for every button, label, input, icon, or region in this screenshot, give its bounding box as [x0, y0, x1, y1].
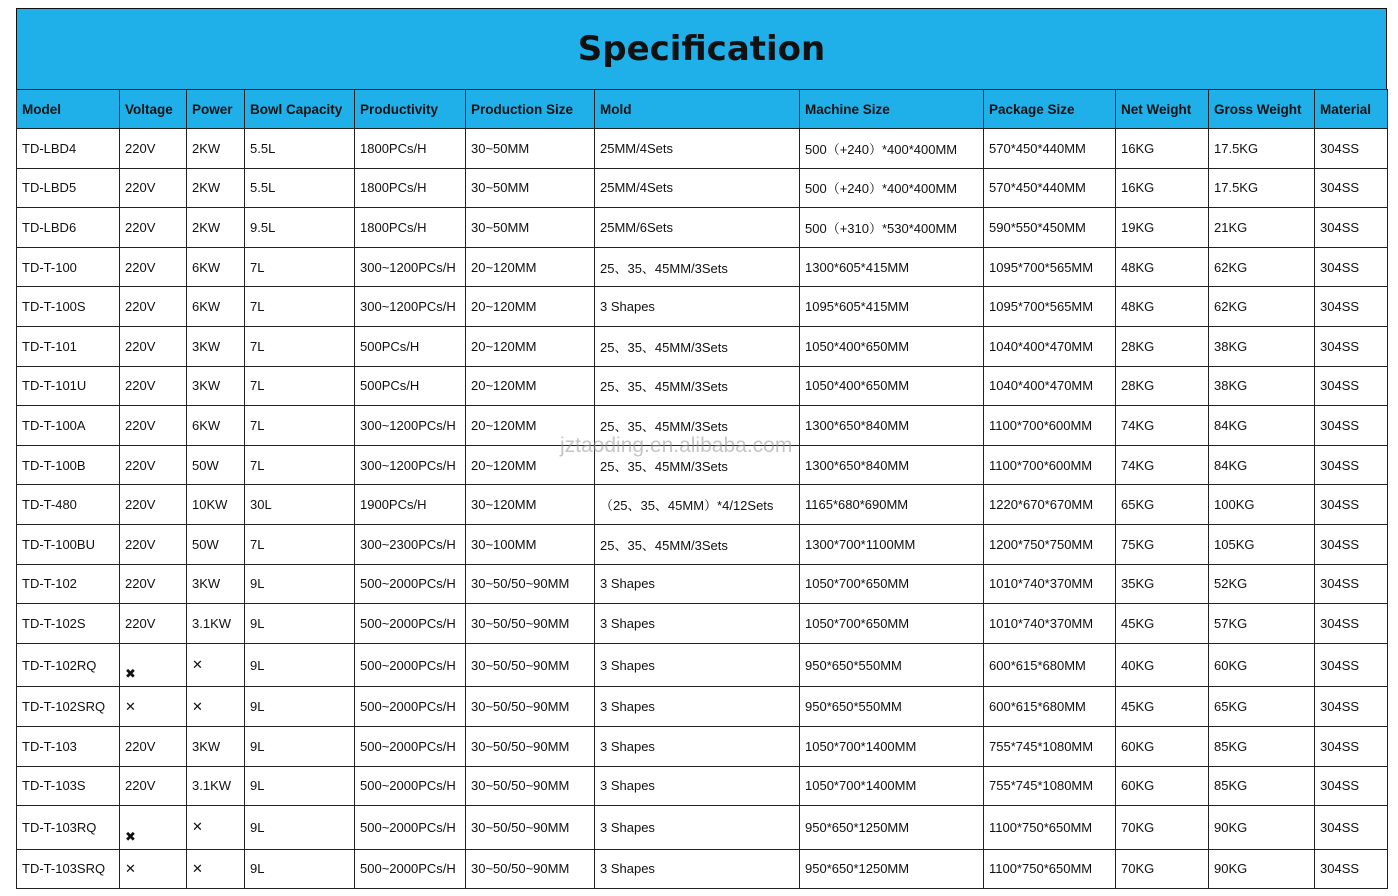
- table-cell: 304SS: [1315, 247, 1388, 287]
- table-cell: 7L: [245, 247, 355, 287]
- table-cell: 304SS: [1315, 366, 1388, 406]
- table-cell: 220V: [120, 604, 187, 644]
- table-cell: 85KG: [1209, 766, 1315, 806]
- table-cell: 304SS: [1315, 445, 1388, 485]
- table-cell: 220V: [120, 247, 187, 287]
- table-cell: 300~1200PCs/H: [355, 287, 466, 327]
- table-cell: TD-T-100: [17, 247, 120, 287]
- table-cell: TD-T-102SRQ: [17, 687, 120, 727]
- table-cell: 1200*750*750MM: [984, 524, 1116, 564]
- table-cell: 1010*740*370MM: [984, 604, 1116, 644]
- table-cell: 1010*740*370MM: [984, 564, 1116, 604]
- table-cell: 304SS: [1315, 643, 1388, 687]
- table-cell: TD-T-103SRQ: [17, 849, 120, 889]
- table-cell: 65KG: [1209, 687, 1315, 727]
- table-cell: TD-T-102: [17, 564, 120, 604]
- table-cell: 590*550*450MM: [984, 208, 1116, 248]
- table-cell: 1300*605*415MM: [800, 247, 984, 287]
- table-cell: TD-LBD4: [17, 129, 120, 169]
- table-cell: 70KG: [1116, 806, 1209, 850]
- table-cell: 45KG: [1116, 687, 1209, 727]
- table-cell: TD-T-102S: [17, 604, 120, 644]
- table-cell: 38KG: [1209, 326, 1315, 366]
- table-cell: 35KG: [1116, 564, 1209, 604]
- table-cell: 25MM/4Sets: [595, 129, 800, 169]
- table-cell: 500~2000PCs/H: [355, 806, 466, 850]
- table-cell: 7L: [245, 326, 355, 366]
- table-cell: 100KG: [1209, 485, 1315, 525]
- table-cell: 10KW: [187, 485, 245, 525]
- table-cell: 950*650*550MM: [800, 687, 984, 727]
- column-header: Package Size: [984, 90, 1116, 129]
- table-cell: 21KG: [1209, 208, 1315, 248]
- table-cell: 1300*650*840MM: [800, 445, 984, 485]
- table-cell: 220V: [120, 766, 187, 806]
- table-cell: 304SS: [1315, 726, 1388, 766]
- table-cell: 30~50/50~90MM: [466, 726, 595, 766]
- table-cell: 9L: [245, 849, 355, 889]
- table-cell: 1800PCs/H: [355, 129, 466, 169]
- table-cell: 84KG: [1209, 406, 1315, 446]
- table-cell: 3 Shapes: [595, 766, 800, 806]
- table-cell: 50W: [187, 445, 245, 485]
- table-cell: 1050*400*650MM: [800, 366, 984, 406]
- spec-table: [16, 89, 1388, 889]
- column-header: Machine Size: [800, 90, 984, 129]
- table-cell: 74KG: [1116, 445, 1209, 485]
- table-cell: 500PCs/H: [355, 366, 466, 406]
- table-cell: 220V: [120, 406, 187, 446]
- table-cell: TD-T-101U: [17, 366, 120, 406]
- table-cell: 1100*750*650MM: [984, 806, 1116, 850]
- table-cell: 1095*605*415MM: [800, 287, 984, 327]
- column-header: Mold: [595, 90, 800, 129]
- table-cell: 600*615*680MM: [984, 643, 1116, 687]
- table-row: [17, 564, 1388, 604]
- table-row: [17, 485, 1388, 525]
- table-cell: 20~120MM: [466, 287, 595, 327]
- column-header: Net Weight: [1116, 90, 1209, 129]
- table-cell: 60KG: [1116, 726, 1209, 766]
- table-cell: 220V: [120, 129, 187, 169]
- table-cell: 9L: [245, 806, 355, 850]
- table-cell: 16KG: [1116, 168, 1209, 208]
- table-cell: 9L: [245, 687, 355, 727]
- table-row: [17, 524, 1388, 564]
- table-row: [17, 766, 1388, 806]
- table-cell: TD-T-102RQ: [17, 643, 120, 687]
- table-cell: 3 Shapes: [595, 806, 800, 850]
- table-cell: 500~2000PCs/H: [355, 687, 466, 727]
- table-cell: 30~50/50~90MM: [466, 766, 595, 806]
- table-cell: TD-LBD6: [17, 208, 120, 248]
- table-cell: 38KG: [1209, 366, 1315, 406]
- table-cell: 25、35、45MM/3Sets: [595, 366, 800, 406]
- table-row: [17, 726, 1388, 766]
- table-cell: 500~2000PCs/H: [355, 849, 466, 889]
- table-row: [17, 366, 1388, 406]
- column-header: Voltage: [120, 90, 187, 129]
- table-cell: 3 Shapes: [595, 643, 800, 687]
- table-cell: ✕: [120, 687, 187, 727]
- table-cell: 950*650*1250MM: [800, 849, 984, 889]
- table-cell: 20~120MM: [466, 247, 595, 287]
- table-cell: TD-T-103RQ: [17, 806, 120, 850]
- table-cell: 500（+240）*400*400MM: [800, 168, 984, 208]
- table-row: [17, 643, 1388, 687]
- table-cell: 304SS: [1315, 604, 1388, 644]
- column-header: Production Size: [466, 90, 595, 129]
- table-cell: 1100*750*650MM: [984, 849, 1116, 889]
- table-cell: 74KG: [1116, 406, 1209, 446]
- table-cell: 20~120MM: [466, 406, 595, 446]
- table-cell: 304SS: [1315, 326, 1388, 366]
- table-cell: TD-T-100BU: [17, 524, 120, 564]
- table-cell: 304SS: [1315, 524, 1388, 564]
- table-cell: ✕: [187, 643, 245, 687]
- table-cell: 30~50/50~90MM: [466, 643, 595, 687]
- table-cell: 304SS: [1315, 129, 1388, 169]
- table-cell: TD-T-100B: [17, 445, 120, 485]
- table-cell: 25、35、45MM/3Sets: [595, 445, 800, 485]
- table-cell: 3.1KW: [187, 604, 245, 644]
- table-row: [17, 406, 1388, 446]
- table-row: [17, 287, 1388, 327]
- table-cell: 600*615*680MM: [984, 687, 1116, 727]
- table-cell: 30~50/50~90MM: [466, 687, 595, 727]
- table-cell: 25MM/6Sets: [595, 208, 800, 248]
- table-cell: 1095*700*565MM: [984, 247, 1116, 287]
- table-cell: 30~50MM: [466, 168, 595, 208]
- table-cell: 84KG: [1209, 445, 1315, 485]
- table-cell: 3KW: [187, 366, 245, 406]
- table-cell: 500~2000PCs/H: [355, 643, 466, 687]
- table-row: [17, 849, 1388, 889]
- table-cell: 500PCs/H: [355, 326, 466, 366]
- table-cell: 220V: [120, 726, 187, 766]
- table-cell: 9L: [245, 726, 355, 766]
- table-cell: 19KG: [1116, 208, 1209, 248]
- table-cell: 220V: [120, 485, 187, 525]
- table-cell: 300~2300PCs/H: [355, 524, 466, 564]
- table-cell: 62KG: [1209, 287, 1315, 327]
- table-cell: 1165*680*690MM: [800, 485, 984, 525]
- table-cell: 7L: [245, 366, 355, 406]
- table-cell: 16KG: [1116, 129, 1209, 169]
- table-cell: 30~50/50~90MM: [466, 806, 595, 850]
- table-cell: 220V: [120, 287, 187, 327]
- table-cell: ✕: [120, 849, 187, 889]
- table-cell: 3 Shapes: [595, 687, 800, 727]
- table-cell: 25、35、45MM/3Sets: [595, 247, 800, 287]
- table-cell: 9.5L: [245, 208, 355, 248]
- table-cell: 62KG: [1209, 247, 1315, 287]
- table-cell: 75KG: [1116, 524, 1209, 564]
- table-cell: 7L: [245, 406, 355, 446]
- table-cell: 1095*700*565MM: [984, 287, 1116, 327]
- table-cell: 950*650*550MM: [800, 643, 984, 687]
- table-cell: 85KG: [1209, 726, 1315, 766]
- table-row: [17, 129, 1388, 169]
- table-cell: 1100*700*600MM: [984, 406, 1116, 446]
- table-cell: 500（+240）*400*400MM: [800, 129, 984, 169]
- table-cell: 30~50MM: [466, 208, 595, 248]
- table-cell: 755*745*1080MM: [984, 726, 1116, 766]
- table-cell: 304SS: [1315, 168, 1388, 208]
- table-cell: 40KG: [1116, 643, 1209, 687]
- table-cell: 5.5L: [245, 168, 355, 208]
- table-cell: 570*450*440MM: [984, 129, 1116, 169]
- table-cell: 70KG: [1116, 849, 1209, 889]
- table-cell: 304SS: [1315, 208, 1388, 248]
- table-cell: 1050*700*1400MM: [800, 766, 984, 806]
- table-cell: 304SS: [1315, 766, 1388, 806]
- table-cell: 570*450*440MM: [984, 168, 1116, 208]
- table-cell: 1050*700*650MM: [800, 564, 984, 604]
- table-cell: 60KG: [1116, 766, 1209, 806]
- table-cell: 500~2000PCs/H: [355, 766, 466, 806]
- table-cell: 304SS: [1315, 849, 1388, 889]
- table-cell: 9L: [245, 604, 355, 644]
- table-cell: ✖: [120, 806, 187, 850]
- column-header: Gross Weight: [1209, 90, 1315, 129]
- table-cell: TD-T-103: [17, 726, 120, 766]
- table-cell: 7L: [245, 287, 355, 327]
- table-cell: 3 Shapes: [595, 726, 800, 766]
- table-cell: 28KG: [1116, 326, 1209, 366]
- table-cell: 30~50MM: [466, 129, 595, 169]
- table-cell: 304SS: [1315, 564, 1388, 604]
- table-cell: 500~2000PCs/H: [355, 726, 466, 766]
- table-cell: 30~100MM: [466, 524, 595, 564]
- page-title: Specification: [577, 29, 826, 69]
- table-cell: 1100*700*600MM: [984, 445, 1116, 485]
- table-cell: 220V: [120, 564, 187, 604]
- table-row: [17, 168, 1388, 208]
- table-cell: 30~120MM: [466, 485, 595, 525]
- table-cell: 25、35、45MM/3Sets: [595, 406, 800, 446]
- table-body: [17, 129, 1388, 889]
- table-cell: 220V: [120, 366, 187, 406]
- watermark: jztaoding.en.alibaba.com: [560, 434, 793, 457]
- table-row: [17, 806, 1388, 850]
- table-cell: 220V: [120, 326, 187, 366]
- table-cell: 52KG: [1209, 564, 1315, 604]
- table-cell: 30L: [245, 485, 355, 525]
- table-cell: 300~1200PCs/H: [355, 406, 466, 446]
- table-cell: 1900PCs/H: [355, 485, 466, 525]
- column-header: Material: [1315, 90, 1388, 129]
- table-cell: 300~1200PCs/H: [355, 247, 466, 287]
- table-cell: 48KG: [1116, 287, 1209, 327]
- table-cell: 20~120MM: [466, 326, 595, 366]
- title-band: [16, 8, 1387, 89]
- table-cell: 25、35、45MM/3Sets: [595, 326, 800, 366]
- table-row: [17, 326, 1388, 366]
- column-header: Power: [187, 90, 245, 129]
- table-cell: 1040*400*470MM: [984, 326, 1116, 366]
- table-cell: 500~2000PCs/H: [355, 604, 466, 644]
- table-cell: 220V: [120, 168, 187, 208]
- column-header: Model: [17, 90, 120, 129]
- table-cell: 30~50/50~90MM: [466, 849, 595, 889]
- table-cell: 57KG: [1209, 604, 1315, 644]
- table-cell: 17.5KG: [1209, 168, 1315, 208]
- table-cell: 1300*650*840MM: [800, 406, 984, 446]
- table-cell: 304SS: [1315, 806, 1388, 850]
- table-cell: 1050*700*1400MM: [800, 726, 984, 766]
- table-cell: ✕: [187, 687, 245, 727]
- table-cell: 9L: [245, 766, 355, 806]
- table-cell: TD-T-103S: [17, 766, 120, 806]
- table-cell: 1800PCs/H: [355, 168, 466, 208]
- table-cell: 6KW: [187, 247, 245, 287]
- table-cell: 304SS: [1315, 485, 1388, 525]
- table-cell: 9L: [245, 643, 355, 687]
- table-cell: 90KG: [1209, 849, 1315, 889]
- table-cell: 304SS: [1315, 687, 1388, 727]
- table-cell: 65KG: [1116, 485, 1209, 525]
- table-cell: （25、35、45MM）*4/12Sets: [595, 485, 800, 525]
- table-cell: 17.5KG: [1209, 129, 1315, 169]
- table-cell: 6KW: [187, 287, 245, 327]
- table-cell: 30~50/50~90MM: [466, 604, 595, 644]
- table-cell: 1050*700*650MM: [800, 604, 984, 644]
- table-cell: 1800PCs/H: [355, 208, 466, 248]
- table-cell: 1220*670*670MM: [984, 485, 1116, 525]
- table-cell: 90KG: [1209, 806, 1315, 850]
- table-cell: 950*650*1250MM: [800, 806, 984, 850]
- table-cell: 220V: [120, 445, 187, 485]
- table-cell: TD-LBD5: [17, 168, 120, 208]
- table-cell: 25MM/4Sets: [595, 168, 800, 208]
- table-cell: ✕: [187, 806, 245, 850]
- table-row: [17, 687, 1388, 727]
- table-cell: 3 Shapes: [595, 564, 800, 604]
- table-cell: ✕: [187, 849, 245, 889]
- table-cell: TD-T-100S: [17, 287, 120, 327]
- table-cell: 500（+310）*530*400MM: [800, 208, 984, 248]
- table-cell: TD-T-100A: [17, 406, 120, 446]
- column-header: Productivity: [355, 90, 466, 129]
- table-cell: 48KG: [1116, 247, 1209, 287]
- table-row: [17, 604, 1388, 644]
- table-cell: 7L: [245, 445, 355, 485]
- table-cell: 3 Shapes: [595, 287, 800, 327]
- table-cell: 20~120MM: [466, 366, 595, 406]
- table-cell: 3 Shapes: [595, 604, 800, 644]
- table-cell: 3KW: [187, 726, 245, 766]
- table-cell: 50W: [187, 524, 245, 564]
- table-cell: 9L: [245, 564, 355, 604]
- table-cell: 2KW: [187, 168, 245, 208]
- table-cell: 25、35、45MM/3Sets: [595, 524, 800, 564]
- table-cell: 3 Shapes: [595, 849, 800, 889]
- table-cell: 3KW: [187, 564, 245, 604]
- table-cell: 2KW: [187, 208, 245, 248]
- spec-sheet: [16, 8, 1387, 889]
- table-cell: 105KG: [1209, 524, 1315, 564]
- table-row: [17, 445, 1388, 485]
- table-cell: 500~2000PCs/H: [355, 564, 466, 604]
- table-cell: 304SS: [1315, 406, 1388, 446]
- table-cell: TD-T-480: [17, 485, 120, 525]
- table-cell: 220V: [120, 524, 187, 564]
- table-cell: TD-T-101: [17, 326, 120, 366]
- table-cell: 1050*400*650MM: [800, 326, 984, 366]
- table-cell: 7L: [245, 524, 355, 564]
- table-cell: 1300*700*1100MM: [800, 524, 984, 564]
- column-header: Bowl Capacity: [245, 90, 355, 129]
- table-cell: 30~50/50~90MM: [466, 564, 595, 604]
- table-cell: 60KG: [1209, 643, 1315, 687]
- table-cell: 220V: [120, 208, 187, 248]
- table-cell: 2KW: [187, 129, 245, 169]
- table-cell: 304SS: [1315, 287, 1388, 327]
- table-cell: 5.5L: [245, 129, 355, 169]
- table-cell: 6KW: [187, 406, 245, 446]
- table-cell: 1040*400*470MM: [984, 366, 1116, 406]
- table-cell: 3.1KW: [187, 766, 245, 806]
- table-row: [17, 208, 1388, 248]
- table-cell: 45KG: [1116, 604, 1209, 644]
- table-cell: 3KW: [187, 326, 245, 366]
- table-cell: 20~120MM: [466, 445, 595, 485]
- table-cell: 28KG: [1116, 366, 1209, 406]
- table-row: [17, 247, 1388, 287]
- table-cell: 755*745*1080MM: [984, 766, 1116, 806]
- table-cell: ✖: [120, 643, 187, 687]
- table-cell: 300~1200PCs/H: [355, 445, 466, 485]
- header-row: [17, 90, 1388, 129]
